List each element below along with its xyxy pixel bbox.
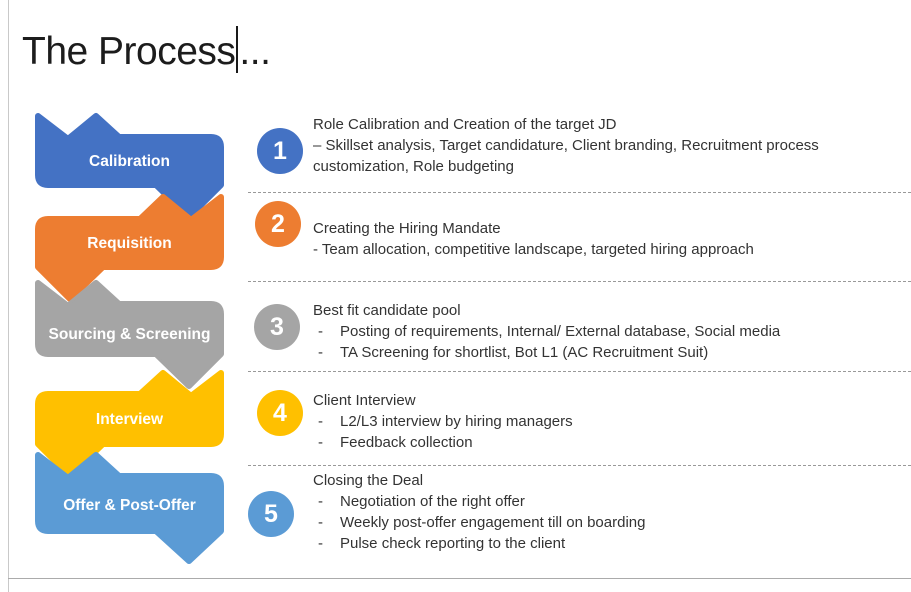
step-number-badge-5[interactable]: 5 [248,491,294,537]
step-description-5[interactable] [313,470,911,554]
bullet-dash: - [318,323,323,340]
chevron-label-calibration[interactable]: Calibration [89,153,170,170]
step-5-title: Closing the Deal [313,472,424,489]
step-number-badge-4[interactable]: 4 [257,390,303,436]
step-4-title: Client Interview [313,392,416,409]
bullet-dash: - [318,413,323,430]
divider-line-4 [248,465,911,466]
chevron-label-interview[interactable]: Interview [95,411,164,428]
step-description-4[interactable] [313,390,911,453]
step-number-badge-2[interactable]: 2 [255,201,301,247]
divider-line-2 [248,281,911,282]
step-5-bullet-text: Weekly post-offer engagement till on boarding [340,514,646,531]
step-5-bullet [313,491,911,512]
step-1-title: Role Calibration and Creation of the target JD [313,116,617,133]
bullet-dash: - [318,514,323,531]
chevron-label-requisition[interactable]: Requisition [87,235,172,252]
step-1-line: – Skillset analysis, Target candidature, Client branding, Recruitment process [313,137,819,154]
step-3-bullet [313,321,911,342]
bullet-dash: - [318,535,323,552]
step-5-bullet-text: Pulse check reporting to the client [340,535,566,552]
step-1-line: customization, Role budgeting [313,158,514,175]
chevron-label-sourcing[interactable]: Sourcing & Screening [48,326,211,343]
step-3-bullet-text: Posting of requirements, Internal/ External database, Social media [340,323,781,340]
bullet-dash: - [318,493,323,510]
bullet-dash: - [318,434,323,451]
step-description-1[interactable] [313,114,911,177]
step-3-bullet-text: TA Screening for shortlist, Bot L1 (AC Recruitment Suit) [340,344,709,361]
step-5-bullet-text: Negotiation of the right offer [340,493,525,510]
page-title-ellipsis: ... [239,30,271,73]
divider-line-3 [248,371,911,372]
step-description-3[interactable] [313,300,911,363]
step-description-2[interactable] [313,218,911,260]
step-2-line: - Team allocation, competitive landscape, targeted hiring approach [313,241,754,258]
step-number-badge-1[interactable]: 1 [257,128,303,174]
step-5-bullet [313,533,911,554]
step-3-title: Best fit candidate pool [313,302,461,319]
step-number-badge-3[interactable]: 3 [254,304,300,350]
step-4-bullet [313,432,911,453]
bullet-dash: - [318,344,323,361]
step-5-bullet [313,512,911,533]
divider-line-1 [248,192,911,193]
chevron-label-offer[interactable]: Offer & Post-Offer [63,497,196,514]
step-4-bullet-text: L2/L3 interview by hiring managers [340,413,573,430]
step-2-title: Creating the Hiring Mandate [313,220,501,237]
step-3-bullet [313,342,911,363]
step-4-bullet [313,411,911,432]
step-4-bullet-text: Feedback collection [340,434,473,451]
page-title-text: The Process [22,30,236,73]
